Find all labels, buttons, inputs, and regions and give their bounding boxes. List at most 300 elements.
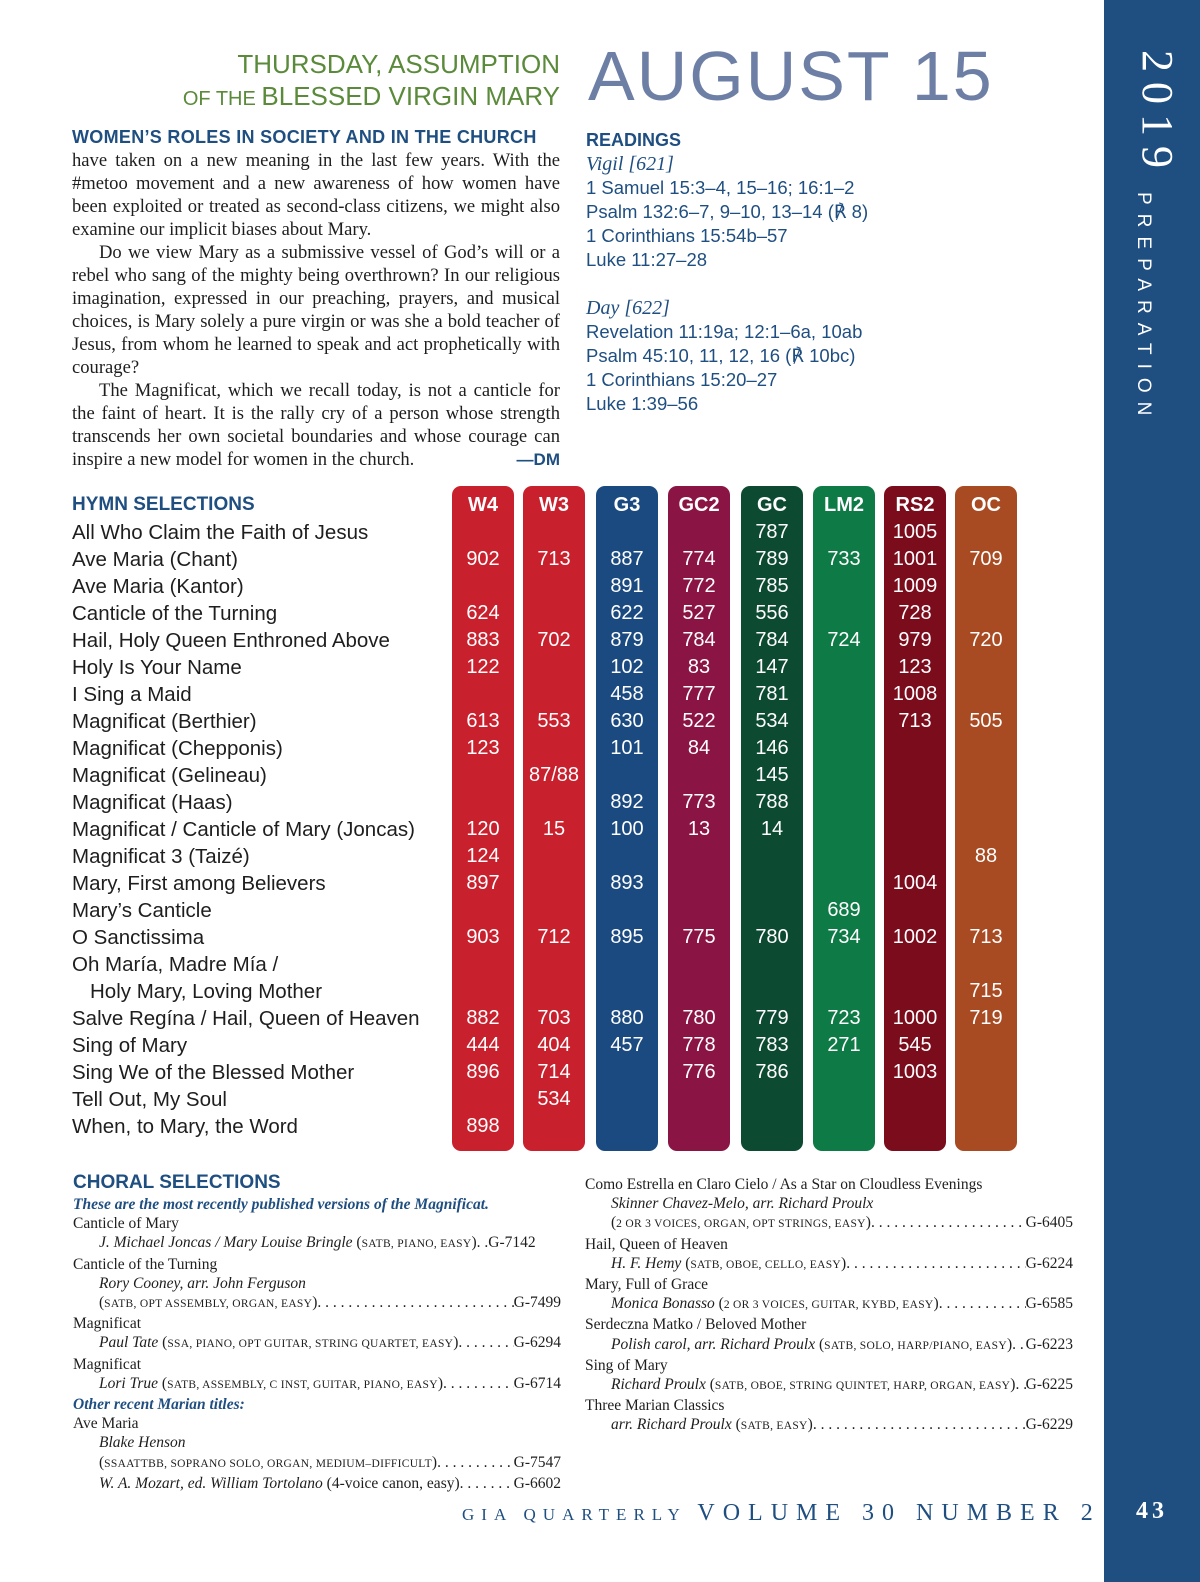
hymn-number-cell: 1005: [892, 521, 938, 543]
hymn-title: Holy Is Your Name: [72, 656, 242, 679]
choral-item-title: Magnificat: [73, 1355, 142, 1373]
choral-code: G-7142: [488, 1234, 536, 1252]
hymn-number-cell: [955, 762, 1017, 789]
hymn-number-cell: 880: [610, 1007, 644, 1029]
choral-list-other: [73, 1414, 561, 1493]
hymn-number-cell: 780: [682, 1007, 716, 1029]
hymn-number-cell: [741, 978, 803, 1005]
reading-item: Psalm 45:10, 11, 12, 16 (℟ 10bc): [586, 345, 856, 366]
hymn-number-cell: 122: [466, 656, 500, 678]
choral-credit-name: Monica Bonasso: [611, 1295, 715, 1313]
hymn-number-cell: [668, 897, 730, 924]
choral-code: G-6585: [1025, 1295, 1073, 1313]
hymn-number-cell: [523, 573, 585, 600]
choral-leader-dots: [813, 1415, 1026, 1436]
hymn-number-cell: [955, 1059, 1017, 1086]
hymn-number-cell: 714: [537, 1061, 571, 1083]
choral-leader-dots: [437, 1453, 514, 1474]
reading-item: Luke 1:39–56: [586, 393, 699, 414]
hymn-number-cell: 896: [466, 1061, 500, 1083]
hymn-title: Magnificat 3 (Taizé): [72, 845, 250, 868]
choral-item-title: Serdeczna Matko / Beloved Mother: [585, 1316, 807, 1334]
choral-item-credit: [73, 1453, 561, 1474]
choral-item-title: Sing of Mary: [585, 1356, 668, 1374]
hymn-number-cell: 1000: [892, 1007, 938, 1029]
hymn-number-cell: 458: [610, 683, 644, 705]
hymn-number-cell: 457: [610, 1034, 644, 1056]
hymn-number-cell: 892: [610, 791, 644, 813]
hymn-number-cell: [668, 762, 730, 789]
hymn-number-cell: 689: [827, 899, 861, 921]
choral-credit-name: J. Michael Joncas / Mary Louise Bringle: [99, 1234, 353, 1252]
feast-line-2-main: BLESSED VIRGIN MARY: [261, 81, 560, 111]
hymn-number-cell: 779: [755, 1007, 789, 1029]
hymn-number-cell: 702: [537, 629, 571, 651]
choral-code: G-7547: [513, 1453, 561, 1471]
hymn-number-cell: 893: [610, 872, 644, 894]
choral-credit-text: [611, 1194, 873, 1213]
essay-paragraph-2: Do we view Mary as a submissive vessel of God’s will or a rebel who sang of the mighty being overthrown? In our religious imagination, expressed in our preaching, prayers, and musical choices, is Mary solely a pure virgin or was she a bold teacher of Jesus, from whom he learned to speak and act prophetically with courage?: [72, 242, 560, 378]
choral-item-credit: [585, 1415, 1073, 1436]
hymn-number-cell: 882: [466, 1007, 500, 1029]
essay-paragraph-3: [72, 379, 560, 471]
hymn-number-cell: [741, 1086, 803, 1113]
hymn-number-cell: 545: [898, 1034, 932, 1056]
hymn-number-cell: [523, 870, 585, 897]
hymn-number-cell: 15: [542, 818, 566, 840]
hymn-number-cell: [596, 1113, 658, 1140]
readings-vigil-label: Vigil [621]: [586, 153, 674, 175]
hymn-number-cell: [741, 870, 803, 897]
hymn-number-cell: 903: [466, 926, 500, 948]
hymn-number-cell: 87/88: [528, 764, 580, 786]
choral-credit-text: Polish carol, arr. Richard Proulx (SATB, SOLO, HARP/PIANO, EASY): [611, 1335, 1013, 1353]
hymn-number-cell: 624: [466, 602, 500, 624]
hymn-title: Hail, Holy Queen Enthroned Above: [72, 629, 390, 652]
hymnal-column-g3: [596, 486, 658, 1151]
choral-credit-name: arr. Richard Proulx: [611, 1416, 732, 1434]
hymn-number-cell: 775: [682, 926, 716, 948]
hymn-number-cell: 271: [827, 1034, 861, 1056]
hymn-number-cell: [813, 600, 875, 627]
hymn-number-cell: 622: [610, 602, 644, 624]
hymn-number-cell: 102: [610, 656, 644, 678]
hymnal-column-header: GC2: [678, 494, 720, 516]
hymn-number-cell: [452, 897, 514, 924]
choral-leader-dots: [939, 1294, 1026, 1315]
choral-item-credit: [73, 1233, 561, 1254]
hymn-number-cell: 902: [466, 548, 500, 570]
hymn-number-cell: [741, 951, 803, 978]
choral-item-credit: [585, 1194, 1073, 1213]
hymn-number-cell: 715: [969, 980, 1003, 1002]
hymn-number-cell: [596, 978, 658, 1005]
hymn-title: Mary’s Canticle: [72, 899, 212, 922]
hymn-number-cell: [884, 978, 946, 1005]
choral-credit-text: Monica Bonasso (2 OR 3 VOICES, GUITAR, KYBD, EASY): [611, 1295, 939, 1313]
hymn-number-cell: 784: [755, 629, 789, 651]
choral-code: G-6714: [513, 1374, 561, 1392]
hymn-number-cell: [523, 600, 585, 627]
hymn-number-cell: 734: [827, 926, 861, 948]
hymn-title: Magnificat (Gelineau): [72, 764, 267, 787]
hymn-number-cell: [813, 951, 875, 978]
hymn-number-cell: 787: [755, 521, 789, 543]
hymn-number-cell: [523, 897, 585, 924]
hymn-number-cell: 120: [466, 818, 500, 840]
hymnal-column-header: RS2: [895, 494, 935, 516]
hymn-number-cell: [668, 843, 730, 870]
hymn-title: Holy Mary, Loving Mother: [90, 980, 323, 1003]
hymn-title: When, to Mary, the Word: [72, 1115, 298, 1138]
hymn-number-cell: 733: [827, 548, 861, 570]
essay: [72, 126, 560, 471]
hymn-number-cell: [668, 978, 730, 1005]
hymn-number-cell: 891: [610, 575, 644, 597]
hymn-number-cell: [884, 762, 946, 789]
choral-item-title: Hail, Queen of Heaven: [585, 1235, 728, 1253]
choral-item-credit: [73, 1474, 561, 1493]
choral-item-credit: [73, 1433, 561, 1452]
choral-item-credit: [585, 1375, 1073, 1396]
hymn-number-cell: 713: [969, 926, 1003, 948]
hymn-number-cell: 124: [466, 845, 500, 867]
hymn-number-cell: [813, 816, 875, 843]
hymn-number-cell: [596, 1086, 658, 1113]
choral-leader: . .: [476, 1234, 489, 1252]
hymn-number-cell: [813, 708, 875, 735]
hymn-number-cell: 979: [898, 629, 932, 651]
choral-item-credit: [73, 1274, 561, 1293]
hymn-number-cell: 777: [682, 683, 716, 705]
hymnal-column-w4: [452, 486, 514, 1151]
hymn-number-cell: 123: [466, 737, 500, 759]
hymn-number-cell: [523, 681, 585, 708]
hymn-number-cell: [813, 789, 875, 816]
hymn-number-cell: 505: [969, 710, 1003, 732]
choral-leader-dots: [443, 1374, 514, 1395]
page-date: AUGUST 15: [588, 37, 994, 115]
reading-item: 1 Corinthians 15:20–27: [586, 369, 778, 390]
choral-voicing: SATB, OPT ASSEMBLY, ORGAN, EASY: [104, 1298, 313, 1311]
hymn-number-cell: [955, 573, 1017, 600]
hymn-number-cell: 713: [898, 710, 932, 732]
hymnal-column-header: G3: [613, 494, 641, 516]
hymn-number-cell: [884, 843, 946, 870]
hymn-number-cell: [955, 897, 1017, 924]
choral-code: G-6602: [513, 1474, 561, 1492]
hymn-number-cell: [955, 816, 1017, 843]
hymn-number-cell: [523, 951, 585, 978]
choral-leader-dots: [1012, 1335, 1026, 1356]
hymn-number-cell: [523, 1113, 585, 1140]
hymn-number-cell: 723: [827, 1007, 861, 1029]
hymn-number-cell: [813, 654, 875, 681]
choral-leader-dots: [458, 1333, 513, 1354]
hymn-number-cell: 83: [687, 656, 711, 678]
essay-paragraph-1: have taken on a new meaning in the last few years. With the #metoo movement and a new awareness of how women have been exploited or treated as second-class citizens, we might also examine our implicit biases about Mary.: [72, 150, 560, 240]
choral-credit-text: (SSAATTBB, SOPRANO SOLO, ORGAN, MEDIUM–DIFFICULT): [99, 1453, 438, 1471]
footer-publication: GIA QUARTERLY: [462, 1505, 698, 1524]
choral-credit-name: Blake Henson: [99, 1434, 186, 1452]
choral-credit-text: Lori True (SATB, ASSEMBLY, C INST, GUITAR, PIANO, EASY): [99, 1374, 444, 1392]
hymn-title: Magnificat (Haas): [72, 791, 233, 814]
hymn-number-cell: 1004: [892, 872, 938, 894]
hymn-number-cell: [884, 897, 946, 924]
feast-line-2: [183, 80, 560, 115]
choral-voicing: 2 OR 3 VOICES, GUITAR, KYBD, EASY: [723, 1299, 934, 1312]
hymnal-column-header: W3: [539, 494, 569, 516]
hymn-number-cell: [955, 519, 1017, 546]
hymn-number-cell: 776: [682, 1061, 716, 1083]
hymn-number-cell: 1001: [892, 548, 938, 570]
hymn-title: Sing We of the Blessed Mother: [72, 1061, 355, 1084]
choral-credit-text: [99, 1433, 186, 1452]
hymn-number-cell: [955, 1032, 1017, 1059]
hymn-number-cell: [596, 843, 658, 870]
hymn-number-cell: 780: [755, 926, 789, 948]
hymnal-column-header: GC: [757, 494, 787, 516]
hymn-number-cell: [596, 519, 658, 546]
choral-credit-text: Paul Tate (SSA, PIANO, OPT GUITAR, STRING QUARTET, EASY): [99, 1334, 459, 1352]
choral-code: G-6224: [1025, 1254, 1073, 1272]
hymnal-column-gc: [741, 486, 803, 1151]
hymn-number-cell: 123: [898, 656, 932, 678]
hymn-number-cell: [523, 789, 585, 816]
choral-voicing: SATB, ASSEMBLY, C INST, GUITAR, PIANO, EASY: [167, 1378, 438, 1391]
hymn-number-cell: 14: [760, 818, 784, 840]
hymn-number-cell: 897: [466, 872, 500, 894]
hymn-number-cell: [452, 978, 514, 1005]
hymn-selections-title: HYMN SELECTIONS: [72, 494, 255, 515]
hymnal-column-rs2: [884, 486, 946, 1151]
hymn-number-cell: 534: [537, 1088, 571, 1110]
choral-voicing: SATB, OBOE, STRING QUINTET, HARP, ORGAN, EASY: [714, 1380, 1011, 1393]
hymn-title: I Sing a Maid: [72, 683, 192, 706]
choral-voicing: SATB, OBOE, CELLO, EASY: [690, 1258, 842, 1271]
essay-signature: —DM: [516, 450, 560, 469]
hymn-number-cell: [813, 735, 875, 762]
hymn-number-cell: [741, 843, 803, 870]
choral-item-credit: [73, 1293, 561, 1314]
hymn-number-cell: 613: [466, 710, 500, 732]
hymn-list: [72, 519, 452, 1140]
choral-item-title: Ave Maria: [73, 1415, 139, 1433]
choral-credit-name: Lori True: [99, 1374, 159, 1392]
choral-item-credit: [585, 1254, 1073, 1275]
hymn-number-cell: [955, 1086, 1017, 1113]
hymn-number-cell: [813, 573, 875, 600]
choral-item-title: Canticle of Mary: [73, 1215, 179, 1233]
hymn-number-cell: [668, 1086, 730, 1113]
hymn-number-cell: [523, 978, 585, 1005]
choral-credit-text: J. Michael Joncas / Mary Louise Bringle (SATB, PIANO, EASY): [99, 1234, 477, 1252]
hymn-number-cell: [955, 735, 1017, 762]
choral-leader-dots: [1015, 1375, 1025, 1396]
hymn-number-cell: [955, 681, 1017, 708]
choral-credit-text: Richard Proulx (SATB, OBOE, STRING QUINTET, HARP, ORGAN, EASY): [611, 1376, 1016, 1394]
hymn-number-cell: 712: [537, 926, 571, 948]
choral-item-credit: [73, 1374, 561, 1395]
hymn-number-cell: 556: [755, 602, 789, 624]
hymn-number-cell: [955, 870, 1017, 897]
hymn-title: Mary, First among Believers: [72, 872, 326, 895]
hymnal-column-header: W4: [468, 494, 498, 516]
choral-credit-text: arr. Richard Proulx (SATB, EASY): [611, 1416, 813, 1434]
choral-credit-name: Richard Proulx: [611, 1376, 706, 1394]
hymn-title: Tell Out, My Soul: [72, 1088, 227, 1111]
sidebar-season: PREPARATION: [1133, 192, 1154, 425]
reading-item: 1 Samuel 15:3–4, 15–16; 16:1–2: [586, 177, 855, 198]
hymn-title: Magnificat (Chepponis): [72, 737, 283, 760]
hymn-number-cell: [884, 816, 946, 843]
hymn-number-cell: [813, 843, 875, 870]
hymn-number-cell: 522: [682, 710, 716, 732]
hymn-number-cell: [741, 1113, 803, 1140]
hymn-title: Sing of Mary: [72, 1034, 188, 1057]
sidebar-year: 2019: [1133, 50, 1182, 178]
hymn-number-cell: 898: [466, 1115, 500, 1137]
choral-voicing: SSA, PIANO, OPT GUITAR, STRING QUARTET, EASY: [167, 1338, 454, 1351]
hymn-number-cell: 527: [682, 602, 716, 624]
hymn-number-cell: [813, 1059, 875, 1086]
choral-credit-text: (SATB, OPT ASSEMBLY, ORGAN, EASY): [99, 1294, 318, 1312]
hymn-number-cell: 774: [682, 548, 716, 570]
hymnal-column-oc: [955, 486, 1017, 1151]
hymn-title: Magnificat (Berthier): [72, 710, 257, 733]
hymn-number-cell: [955, 789, 1017, 816]
hymn-number-cell: 404: [537, 1034, 571, 1056]
choral-voicing: SATB, EASY: [740, 1420, 808, 1433]
hymnal-column-gc2: [668, 486, 730, 1151]
choral-code: G-6294: [513, 1334, 561, 1352]
choral-code: G-6223: [1025, 1335, 1073, 1353]
choral-credit-name: Paul Tate: [99, 1334, 159, 1352]
hymn-number-cell: [884, 1086, 946, 1113]
essay-title: WOMEN’S ROLES IN SOCIETY AND IN THE CHURCH: [72, 127, 537, 147]
hymn-number-cell: [813, 1086, 875, 1113]
hymn-number-cell: [523, 735, 585, 762]
hymn-number-cell: [884, 951, 946, 978]
feast-title: [183, 48, 560, 115]
choral-credit-text: [99, 1474, 460, 1493]
hymn-number-cell: [452, 1086, 514, 1113]
hymn-title: O Sanctissima: [72, 926, 205, 949]
hymn-number-cell: 772: [682, 575, 716, 597]
hymn-number-cell: [452, 573, 514, 600]
hymn-number-cell: 773: [682, 791, 716, 813]
hymn-number-cell: 534: [755, 710, 789, 732]
choral-credit-name: Skinner Chavez-Melo, arr. Richard Proulx: [611, 1195, 874, 1213]
choral-item-title: Canticle of the Turning: [73, 1255, 218, 1273]
choral-code: G-6229: [1025, 1416, 1073, 1434]
hymn-number-cell: [741, 897, 803, 924]
reading-item: 1 Corinthians 15:54b–57: [586, 225, 788, 246]
hymn-number-cell: 887: [610, 548, 644, 570]
hymn-number-cell: 784: [682, 629, 716, 651]
readings-title: READINGS: [586, 130, 682, 150]
hymnal-column-lm2: [813, 486, 875, 1151]
hymn-number-cell: 895: [610, 926, 644, 948]
hymn-number-cell: [884, 789, 946, 816]
hymn-number-cell: [596, 897, 658, 924]
hymn-number-cell: [813, 978, 875, 1005]
hymn-number-cell: 1009: [892, 575, 938, 597]
hymn-number-cell: [813, 519, 875, 546]
choral-item-title: Magnificat: [73, 1315, 142, 1333]
choral-credit-name: Polish carol, arr. Richard Proulx: [611, 1335, 816, 1353]
hymn-number-cell: [955, 951, 1017, 978]
hymn-number-cell: 84: [687, 737, 711, 759]
choral-credit-text: (2 OR 3 VOICES, ORGAN, OPT STRINGS, EASY): [611, 1214, 871, 1232]
hymn-number-cell: 100: [610, 818, 644, 840]
hymn-number-cell: 788: [755, 791, 789, 813]
choral-credit-text: H. F. Hemy (SATB, OBOE, CELLO, EASY): [611, 1254, 847, 1272]
hymn-number-cell: 444: [466, 1034, 500, 1056]
choral-leader-dots: [317, 1293, 513, 1314]
choral-voicing: SATB, PIANO, EASY: [361, 1238, 472, 1251]
hymn-number-cell: 145: [755, 764, 789, 786]
hymn-number-cell: 101: [610, 737, 644, 759]
hymn-number-cell: [884, 735, 946, 762]
hymn-number-cell: 13: [687, 818, 711, 840]
hymn-number-cell: [813, 870, 875, 897]
choral-intro: These are the most recently published versions of the Magnificat.: [73, 1196, 489, 1213]
choral-credit-name: Rory Cooney, arr. John Ferguson: [99, 1274, 306, 1292]
hymn-number-cell: 713: [537, 548, 571, 570]
choral-code: G-6405: [1025, 1214, 1073, 1232]
hymn-title: Ave Maria (Chant): [72, 548, 238, 571]
hymnal-column-w3: [523, 486, 585, 1151]
hymnal-column-header: OC: [971, 494, 1001, 516]
readings-day-label: Day [622]: [586, 297, 670, 319]
hymn-number-cell: 789: [755, 548, 789, 570]
choral-title: CHORAL SELECTIONS: [73, 1172, 281, 1193]
hymnal-column-header: LM2: [824, 494, 864, 516]
hymn-number-cell: 720: [969, 629, 1003, 651]
essay-paragraph-3-text: The Magnificat, which we recall today, is not a canticle for the faint of heart. It is the rally cry of a person whose strength transcends her own societal boundaries and whose courage can inspire a new model for women in the church.: [72, 380, 560, 470]
hymn-number-cell: 88: [974, 845, 998, 867]
hymn-number-cell: 553: [537, 710, 571, 732]
choral-item-title: Como Estrella en Claro Cielo / As a Star on Cloudless Evenings: [585, 1176, 983, 1193]
hymn-number-cell: 879: [610, 629, 644, 651]
hymn-number-cell: 146: [755, 737, 789, 759]
choral-code: G-6225: [1025, 1376, 1073, 1394]
reading-item: Psalm 132:6–7, 9–10, 13–14 (℟ 8): [586, 201, 869, 222]
hymn-title: Magnificat / Canticle of Mary (Joncas): [72, 818, 415, 841]
hymn-number-cell: [452, 681, 514, 708]
hymn-number-cell: [668, 870, 730, 897]
hymn-number-cell: [884, 1113, 946, 1140]
choral-item-credit: [585, 1213, 1073, 1234]
sidebar-text: [1132, 50, 1183, 424]
hymn-title: All Who Claim the Faith of Jesus: [72, 521, 369, 544]
hymn-number-cell: 1008: [892, 683, 938, 705]
choral-voicing: (4-voice canon, easy): [326, 1474, 460, 1492]
choral-item-title: Mary, Full of Grace: [585, 1276, 708, 1294]
feast-line-1: THURSDAY, ASSUMPTION: [237, 49, 560, 79]
footer: [462, 1500, 1101, 1527]
hymn-number-cell: [668, 951, 730, 978]
hymn-number-cell: 724: [827, 629, 861, 651]
hymn-number-cell: [596, 762, 658, 789]
hymn-number-cell: 786: [755, 1061, 789, 1083]
choral-leader-dots: [871, 1213, 1026, 1234]
feast-line-2-small: OF THE: [182, 88, 262, 110]
reading-item: Revelation 11:19a; 12:1–6a, 10ab: [586, 321, 863, 342]
choral-leader-dots: [846, 1254, 1025, 1275]
hymn-number-cell: [813, 1113, 875, 1140]
